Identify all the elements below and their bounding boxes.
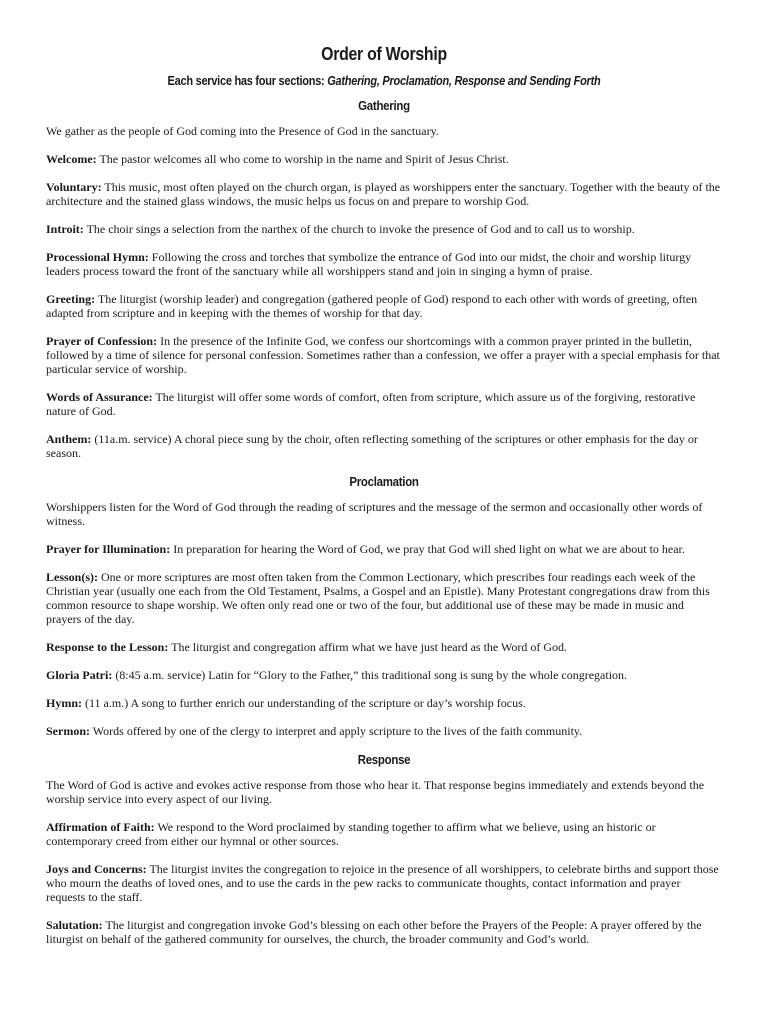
paragraph — [46, 500, 722, 528]
paragraph-term: Welcome: — [46, 152, 97, 166]
page-subtitle — [87, 74, 682, 88]
paragraph — [46, 250, 722, 278]
paragraph — [46, 334, 722, 376]
section-response — [46, 752, 722, 946]
paragraph-text: The Word of God is active and evokes active response from those who hear it. That response begins immediately and extends beyond the worship service into every aspect of our living. — [46, 778, 705, 806]
section-heading: Gathering — [358, 98, 410, 113]
section-heading: Response — [357, 752, 411, 767]
paragraph-term: Prayer of Confession: — [46, 334, 158, 348]
paragraph — [46, 390, 722, 418]
paragraph — [46, 222, 722, 236]
paragraph — [46, 778, 722, 806]
paragraph — [46, 918, 722, 946]
paragraph — [46, 640, 722, 654]
paragraph — [46, 668, 722, 682]
section-gathering — [46, 98, 722, 460]
paragraph-text: The liturgist will offer some words of comfort, often from scripture, which assure us of the forgiving, restorative nature of God. — [46, 390, 696, 418]
paragraph-text: In preparation for hearing the Word of God, we pray that God will shed light on what we are about to hear. — [170, 542, 685, 556]
subtitle-sections-list: Gathering, Proclamation, Response and Sending Forth — [327, 74, 601, 88]
paragraph — [46, 724, 722, 738]
paragraph-text: Words offered by one of the clergy to interpret and apply scripture to the lives of the faith community. — [90, 724, 583, 738]
paragraph — [46, 124, 722, 138]
paragraph-text: The liturgist (worship leader) and congregation (gathered people of God) respond to each other with words of greeting, often adapted from scripture and in keeping with the themes of worship for that day. — [46, 292, 698, 320]
paragraph-text: In the presence of the Infinite God, we confess our shortcomings with a common prayer printed in the bulletin, followed by a time of silence for personal confession. Sometimes rather than a confession, we offer a prayer with a special emphasis for that particular service of worship. — [46, 334, 720, 376]
paragraph-text: Worshippers listen for the Word of God through the reading of scriptures and the message of the sermon and occasionally other words of witness. — [46, 500, 703, 528]
paragraph-term: Anthem: — [46, 432, 92, 446]
paragraph-text: (8:45 a.m. service) Latin for “Glory to the Father,” this traditional song is sung by the whole congregation. — [112, 668, 628, 682]
paragraph-term: Prayer for Illumination: — [46, 542, 171, 556]
paragraph-text: Following the cross and torches that symbolize the entrance of God into our midst, the choir and worship liturgy leaders process toward the front of the sanctuary while all worshippers stand and join in singing a hymn of praise. — [46, 250, 692, 278]
paragraph-term: Processional Hymn: — [46, 250, 149, 264]
paragraph-text: We gather as the people of God coming into the Presence of God in the sanctuary. — [46, 124, 439, 138]
paragraph-term: Voluntary: — [46, 180, 102, 194]
paragraph-term: Greeting: — [46, 292, 96, 306]
paragraph-term: Response to the Lesson: — [46, 640, 169, 654]
paragraph-term: Words of Assurance: — [46, 390, 153, 404]
paragraph-text: This music, most often played on the church organ, is played as worshippers enter the sanctuary. Together with the beauty of the architecture and the stained glass windows, the music helps us focus on and prepare to worship God. — [46, 180, 721, 208]
sections-container — [46, 98, 722, 946]
section-proclamation — [46, 474, 722, 738]
paragraph-term: Sermon: — [46, 724, 90, 738]
subtitle-lead: Each service has four sections: — [167, 74, 328, 88]
paragraph-text: One or more scriptures are most often taken from the Common Lectionary, which prescribes four readings each week of the Christian year (usually one each from the Old Testament, Psalms, a Gospel and an Epistle). Many Protestant congregations draw from this common resource to shape worship. We often only read one or two of the four, but additional use of these may be made in music and prayers of the day. — [46, 570, 710, 626]
paragraph-text: The liturgist and congregation invoke God’s blessing on each other before the Prayers of the People: A prayer offered by the liturgist on behalf of the gathered community for ourselves, the church, the broader community and God’s world. — [46, 918, 702, 946]
paragraph-text: (11 a.m.) A song to further enrich our understanding of the scripture or day’s worship focus. — [82, 696, 526, 710]
paragraph — [46, 862, 722, 904]
paragraph-text: The pastor welcomes all who come to worship in the name and Spirit of Jesus Christ. — [96, 152, 509, 166]
paragraph — [46, 292, 722, 320]
paragraph-text: We respond to the Word proclaimed by standing together to affirm what we believe, using an historic or contemporary creed from either our hymnal or other sources. — [46, 820, 656, 848]
paragraph-term: Affirmation of Faith: — [46, 820, 155, 834]
paragraph — [46, 542, 722, 556]
paragraph-term: Gloria Patri: — [46, 668, 113, 682]
paragraph-text: The choir sings a selection from the narthex of the church to invoke the presence of God and to call us to worship. — [83, 222, 635, 236]
paragraph-text: The liturgist and congregation affirm what we have just heard as the Word of God. — [168, 640, 568, 654]
paragraph — [46, 820, 722, 848]
paragraph-term: Lesson(s): — [46, 570, 99, 584]
paragraph — [46, 180, 722, 208]
paragraph-term: Introit: — [46, 222, 84, 236]
paragraph — [46, 152, 722, 166]
paragraph — [46, 696, 722, 710]
paragraph-term: Salutation: — [46, 918, 103, 932]
paragraph-term: Joys and Concerns: — [46, 862, 147, 876]
paragraph — [46, 432, 722, 460]
page-title: Order of Worship — [321, 44, 447, 64]
paragraph-text: (11a.m. service) A choral piece sung by the choir, often reflecting something of the scriptures or other emphasis for the day or season. — [46, 432, 698, 460]
paragraph-term: Hymn: — [46, 696, 82, 710]
section-heading: Proclamation — [349, 474, 419, 489]
paragraph-text: The liturgist invites the congregation to rejoice in the presence of all worshippers, to celebrate births and support those who mourn the deaths of loved ones, and to use the cards in the pew racks to communicate thoughts, contact information and prayer requests to the staff. — [46, 862, 719, 904]
paragraph — [46, 570, 722, 626]
